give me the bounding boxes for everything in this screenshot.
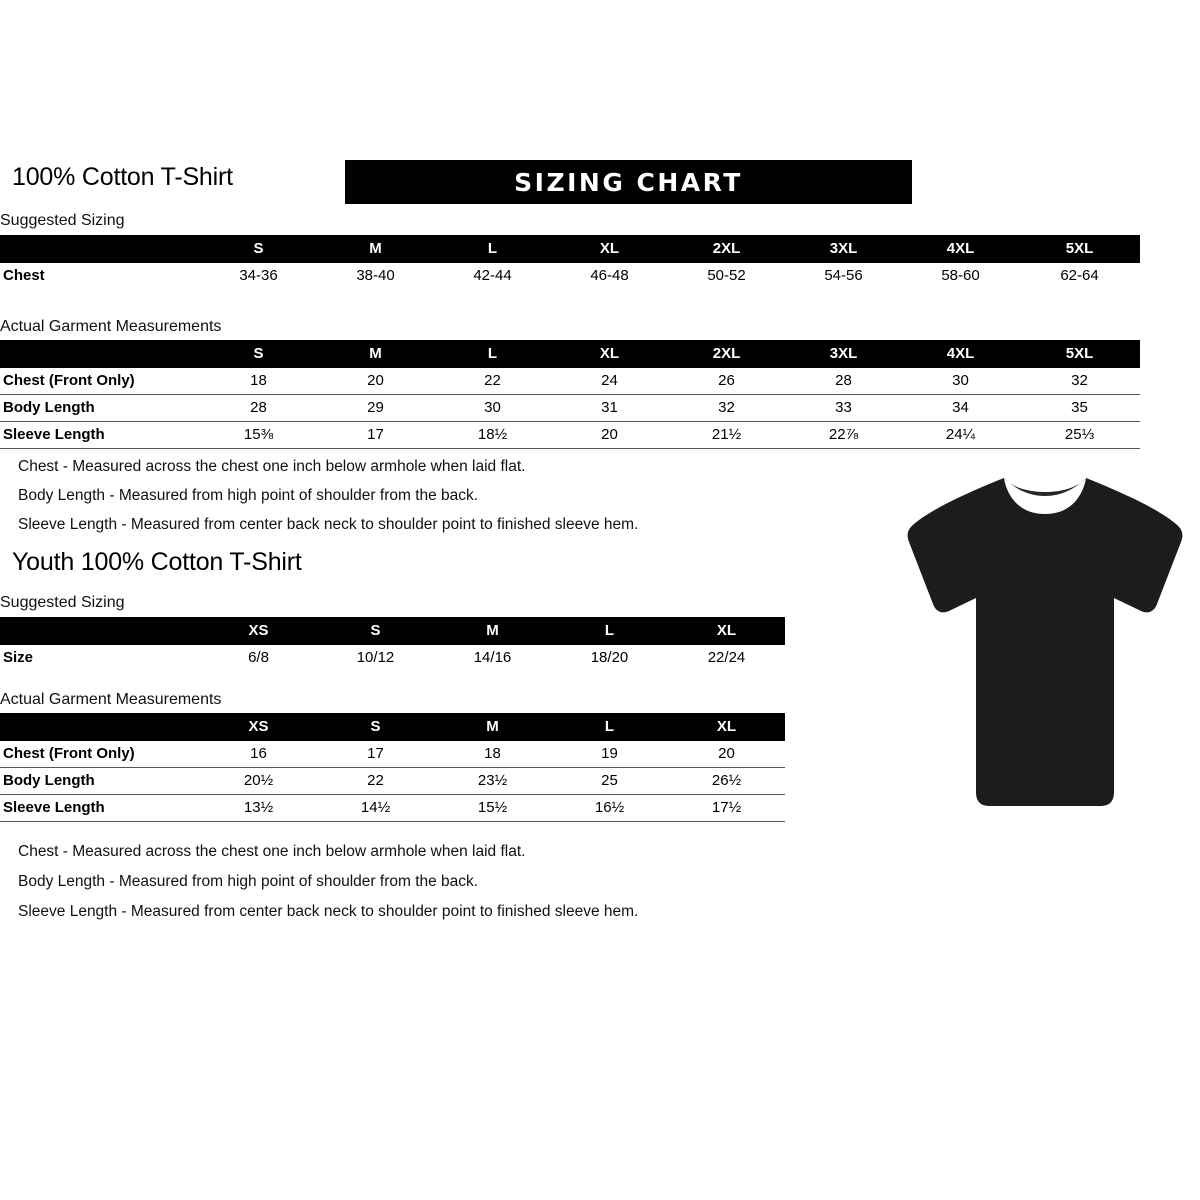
youth-actual-cell: 26½ (668, 768, 785, 795)
table-row (0, 795, 785, 822)
sizing-chart-banner-label: SIZING CHART (514, 168, 743, 197)
adult-suggested-cell: 38-40 (356, 267, 395, 284)
adult-suggested-cell: 54-56 (824, 267, 863, 284)
adult-actual-cell: 35 (1019, 395, 1140, 422)
adult-actual-cell: 21½ (668, 422, 785, 449)
table-header-row (0, 235, 1140, 263)
youth-suggested-cell: 18/20 (590, 649, 629, 666)
adult-chart-title: 100% Cotton T-Shirt (12, 163, 233, 191)
adult-actual-cell: 31 (551, 395, 668, 422)
youth-actual-header-rowlabel (0, 713, 200, 741)
youth-actual-cell: 20 (668, 741, 785, 768)
adult-actual-cell: 30 (434, 395, 551, 422)
table-header-row (0, 713, 785, 741)
adult-suggested-header-4xl: 4XL (902, 235, 1019, 263)
adult-suggested-header-2xl: 2XL (668, 235, 785, 263)
adult-suggested-cell: 62-64 (1060, 267, 1099, 284)
youth-note-sleeve-length: Sleeve Length - Measured from center back neck to shoulder point to finished sleeve hem. (18, 903, 639, 920)
youth-note-body-length: Body Length - Measured from high point of shoulder from the back. (18, 873, 479, 890)
youth-actual-cell: 14½ (317, 795, 434, 822)
adult-actual-cell: 33 (785, 395, 902, 422)
youth-actual-cell: 16 (200, 741, 317, 768)
youth-actual-cell: 20½ (200, 768, 317, 795)
youth-actual-cell: 15½ (434, 795, 551, 822)
adult-actual-header-m: M (317, 340, 434, 368)
youth-actual-cell: 17½ (668, 795, 785, 822)
table-header-row (0, 340, 1140, 368)
table-row (0, 645, 785, 671)
youth-actual-cell: 17 (317, 741, 434, 768)
header-row (12, 160, 912, 204)
youth-suggested-row-label: Size (3, 649, 34, 666)
adult-suggested-cell: 42-44 (473, 267, 512, 284)
adult-suggested-header-3xl: 3XL (785, 235, 902, 263)
adult-suggested-cell: 34-36 (239, 267, 278, 284)
youth-actual-measurements-label: Actual Garment Measurements (0, 691, 222, 708)
black-tshirt-icon (900, 470, 1190, 815)
adult-actual-cell: 22⅞ (785, 422, 902, 449)
youth-suggested-sizing-label: Suggested Sizing (0, 594, 125, 611)
adult-actual-header-xl: XL (551, 340, 668, 368)
youth-actual-cell: 25 (551, 768, 668, 795)
youth-actual-cell: 18 (434, 741, 551, 768)
adult-suggested-sizing-label: Suggested Sizing (0, 212, 125, 229)
adult-actual-cell: 22 (434, 368, 551, 395)
youth-actual-row-label: Body Length (0, 768, 200, 795)
adult-suggested-header-s: S (200, 235, 317, 263)
adult-actual-cell: 28 (785, 368, 902, 395)
adult-actual-header-3xl: 3XL (785, 340, 902, 368)
table-row (0, 395, 1140, 422)
adult-actual-cell: 24 (551, 368, 668, 395)
youth-suggested-sizing-table (0, 617, 785, 671)
youth-actual-header-m: M (434, 713, 551, 741)
adult-actual-cell: 32 (668, 395, 785, 422)
youth-suggested-cell: 22/24 (707, 649, 746, 666)
youth-actual-cell: 13½ (200, 795, 317, 822)
tshirt-illustration (900, 470, 1190, 815)
youth-actual-header-s: S (317, 713, 434, 741)
adult-actual-header-4xl: 4XL (902, 340, 1019, 368)
adult-actual-row-label: Chest (Front Only) (0, 368, 200, 395)
table-row (0, 368, 1140, 395)
adult-suggested-header-rowlabel (0, 235, 200, 263)
sizing-chart-banner (345, 160, 912, 204)
adult-actual-cell: 26 (668, 368, 785, 395)
adult-actual-measurements-table (0, 340, 1140, 449)
adult-suggested-cell: 46-48 (590, 267, 629, 284)
youth-suggested-header-s: S (317, 617, 434, 645)
youth-actual-header-l: L (551, 713, 668, 741)
table-row (0, 741, 785, 768)
youth-actual-cell: 23½ (434, 768, 551, 795)
adult-actual-header-5xl: 5XL (1019, 340, 1140, 368)
adult-note-chest: Chest - Measured across the chest one inch below armhole when laid flat. (18, 458, 526, 475)
youth-actual-header-xs: XS (200, 713, 317, 741)
youth-note-chest: Chest - Measured across the chest one inch below armhole when laid flat. (18, 843, 526, 860)
adult-actual-measurements-label: Actual Garment Measurements (0, 318, 222, 335)
adult-actual-cell: 18 (200, 368, 317, 395)
table-header-row (0, 617, 785, 645)
adult-actual-header-rowlabel (0, 340, 200, 368)
youth-suggested-header-rowlabel (0, 617, 200, 645)
adult-note-sleeve-length: Sleeve Length - Measured from center back neck to shoulder point to finished sleeve hem. (18, 516, 639, 533)
youth-suggested-cell: 10/12 (356, 649, 395, 666)
adult-actual-row-label: Body Length (0, 395, 200, 422)
adult-suggested-sizing-table (0, 235, 1140, 289)
youth-actual-row-label: Chest (Front Only) (0, 741, 200, 768)
adult-suggested-header-m: M (317, 235, 434, 263)
adult-note-body-length: Body Length - Measured from high point of shoulder from the back. (18, 487, 479, 504)
adult-actual-cell: 34 (902, 395, 1019, 422)
youth-actual-cell: 16½ (551, 795, 668, 822)
youth-suggested-header-xs: XS (200, 617, 317, 645)
adult-actual-cell: 20 (551, 422, 668, 449)
youth-suggested-cell: 14/16 (473, 649, 512, 666)
adult-actual-cell: 24¼ (902, 422, 1019, 449)
adult-actual-cell: 15⅜ (200, 422, 317, 449)
table-row (0, 768, 785, 795)
adult-actual-cell: 30 (902, 368, 1019, 395)
youth-suggested-cell: 6/8 (248, 649, 269, 666)
adult-suggested-header-l: L (434, 235, 551, 263)
adult-suggested-header-5xl: 5XL (1019, 235, 1140, 263)
adult-suggested-cell: 58-60 (941, 267, 980, 284)
adult-suggested-cell: 50-52 (707, 267, 746, 284)
adult-actual-cell: 18½ (434, 422, 551, 449)
adult-actual-cell: 32 (1019, 368, 1140, 395)
youth-actual-measurements-table (0, 713, 785, 822)
adult-actual-cell: 17 (317, 422, 434, 449)
table-row (0, 263, 1140, 289)
adult-actual-header-s: S (200, 340, 317, 368)
adult-actual-header-l: L (434, 340, 551, 368)
youth-suggested-header-m: M (434, 617, 551, 645)
adult-actual-cell: 20 (317, 368, 434, 395)
adult-actual-row-label: Sleeve Length (0, 422, 200, 449)
youth-actual-header-xl: XL (668, 713, 785, 741)
youth-suggested-header-xl: XL (668, 617, 785, 645)
adult-actual-cell: 29 (317, 395, 434, 422)
adult-actual-cell: 28 (200, 395, 317, 422)
youth-actual-cell: 19 (551, 741, 668, 768)
adult-actual-header-2xl: 2XL (668, 340, 785, 368)
youth-chart-title: Youth 100% Cotton T-Shirt (12, 548, 302, 576)
table-row (0, 422, 1140, 449)
adult-suggested-header-xl: XL (551, 235, 668, 263)
youth-suggested-header-l: L (551, 617, 668, 645)
youth-actual-cell: 22 (317, 768, 434, 795)
adult-suggested-row-label: Chest (3, 267, 45, 284)
youth-actual-row-label: Sleeve Length (0, 795, 200, 822)
adult-actual-cell: 25⅓ (1019, 422, 1140, 449)
